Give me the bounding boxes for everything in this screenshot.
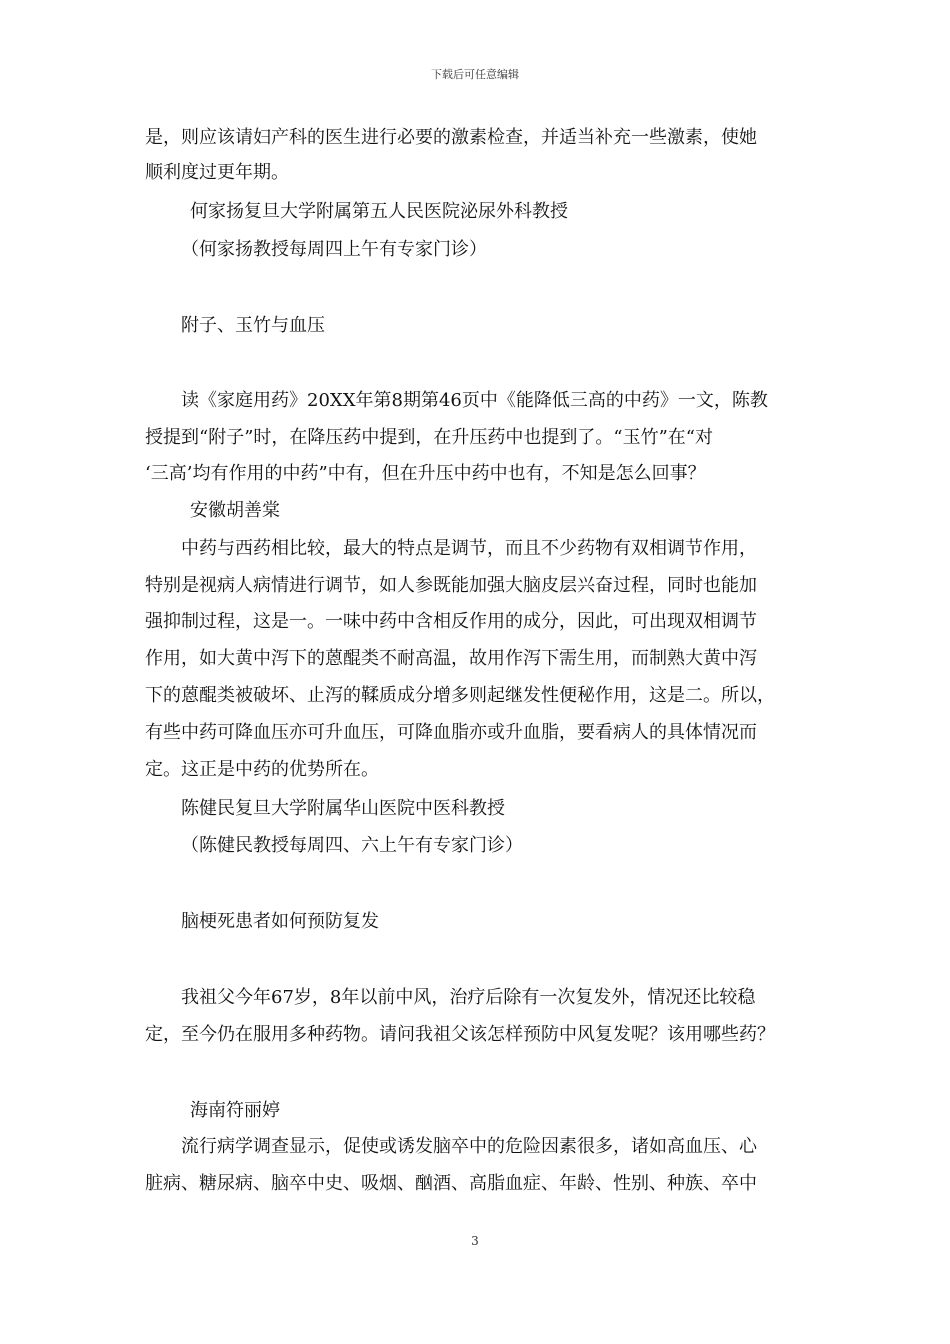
body-text-line: 读《家庭用药》20XX年第8期第46页中《能降低三高的中药》一文，陈教	[181, 390, 768, 411]
body-text-line: 下的蒽醌类被破坏、止泻的鞣质成分增多则起继发性便秘作用，这是二。所以，	[145, 685, 775, 706]
author-signature: 安徽胡善棠	[190, 500, 280, 521]
body-text-line: 是，则应该请妇产科的医生进行必要的激素检查，并适当补充一些激素，使她	[145, 127, 757, 148]
clinic-note: （陈健民教授每周四、六上午有专家门诊）	[181, 835, 523, 856]
author-signature: 海南符丽婷	[190, 1100, 280, 1121]
body-text-line: 授提到“附子”时，在降压药中提到，在升压药中也提到了。“玉竹”在“对	[145, 427, 714, 448]
section-title: 脑梗死患者如何预防复发	[181, 911, 379, 932]
body-text-line: 流行病学调查显示，促使或诱发脑卒中的危险因素很多，诸如高血压、心	[181, 1136, 757, 1157]
body-text-line: 我祖父今年67岁，8年以前中风，治疗后除有一次复发外，情况还比较稳	[181, 987, 756, 1008]
body-text-line: 脏病、糖尿病、脑卒中史、吸烟、酗酒、高脂血症、年龄、性别、种族、卒中	[145, 1173, 757, 1194]
body-text-line: 中药与西药相比较，最大的特点是调节，而且不少药物有双相调节作用，	[181, 538, 757, 559]
body-text-line: 顺利度过更年期。	[145, 162, 289, 183]
author-signature: 陈健民复旦大学附属华山医院中医科教授	[181, 798, 505, 819]
body-text-line: 定。这正是中药的优势所在。	[145, 759, 379, 780]
body-text-line: 作用，如大黄中泻下的蒽醌类不耐高温，故用作泻下需生用，而制熟大黄中泻	[145, 648, 757, 669]
body-text-line: 强抑制过程，这是一。一味中药中含相反作用的成分，因此，可出现双相调节	[145, 611, 757, 632]
author-signature: 何家扬复旦大学附属第五人民医院泌尿外科教授	[190, 201, 568, 222]
page-header: 下载后可任意编辑	[431, 68, 519, 81]
body-text-line: 定，至今仍在服用多种药物。请问我祖父该怎样预防中风复发呢？该用哪些药？	[145, 1024, 775, 1045]
section-title: 附子、玉竹与血压	[181, 315, 325, 336]
body-text-line: 特别是视病人病情进行调节，如人参既能加强大脑皮层兴奋过程，同时也能加	[145, 575, 757, 596]
clinic-note: （何家扬教授每周四上午有专家门诊）	[181, 239, 487, 260]
body-text-line: 有些中药可降血压亦可升血压，可降血脂亦或升血脂，要看病人的具体情况而	[145, 722, 757, 743]
page-number: 3	[471, 1234, 479, 1248]
body-text-line: ‘三高’均有作用的中药”中有，但在升压中药中也有，不知是怎么回事？	[145, 463, 706, 484]
